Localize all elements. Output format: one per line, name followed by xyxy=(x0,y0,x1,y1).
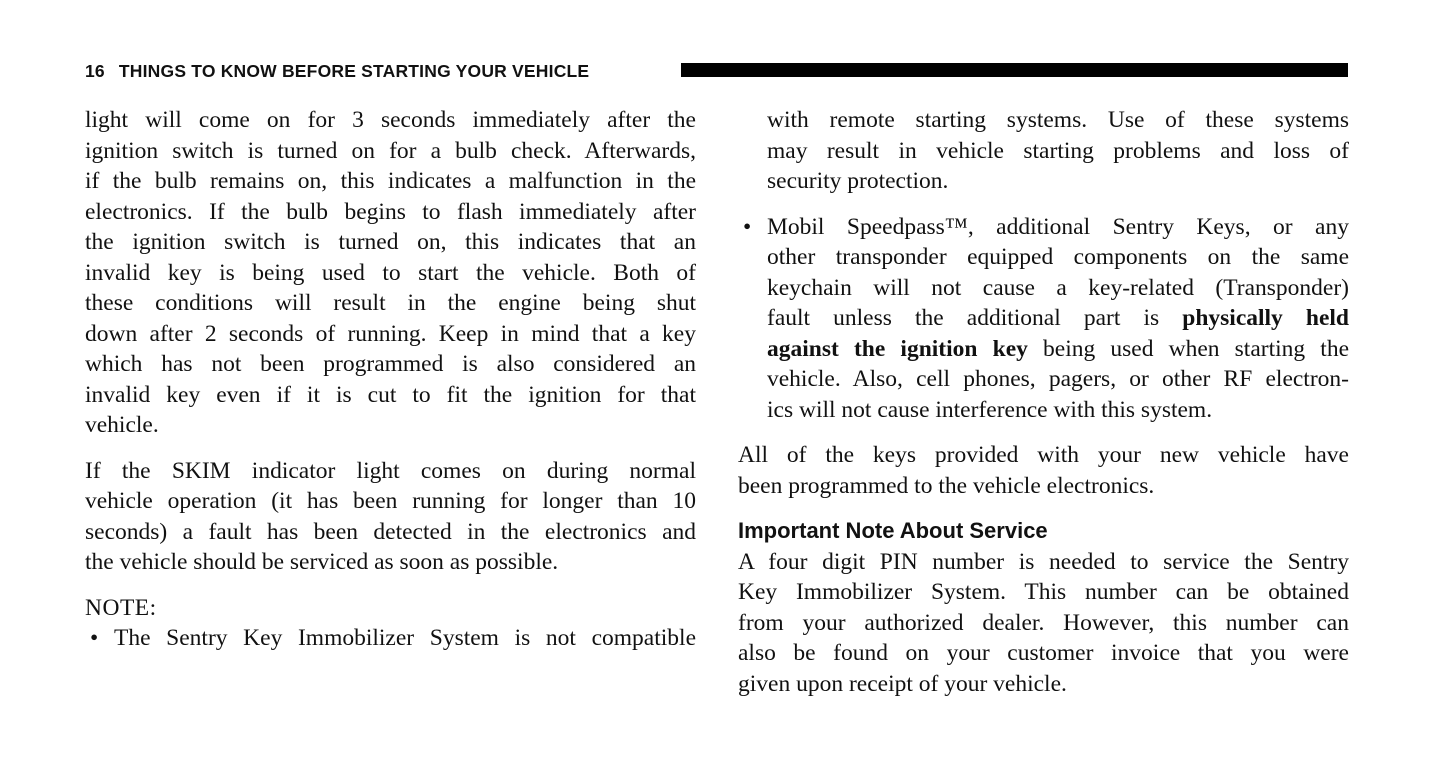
section-heading: Important Note About Service xyxy=(738,518,1048,543)
text-line: vehicle operation (it has been running for longer than 10 xyxy=(85,488,696,514)
text-line: also be found on your customer invoice that you were xyxy=(738,640,1349,666)
text-line: seconds) a fault has been detected in the electronics and xyxy=(85,518,696,545)
text-line: which has not been programmed is also considered an xyxy=(85,351,696,377)
bold-text: physically held xyxy=(1182,305,1349,331)
bullet-icon: • xyxy=(90,625,99,651)
text-line: All of the keys provided with your new vehicle have xyxy=(738,442,1349,468)
text-line: the vehicle should be serviced as soon as possible. xyxy=(85,549,559,575)
note-label: NOTE: xyxy=(85,594,157,621)
paragraph xyxy=(85,105,696,441)
text-line: A four digit PIN number is needed to service the Sentry xyxy=(738,548,1349,575)
text-line: electronics. If the bulb begins to flash immediately after xyxy=(85,198,696,225)
text-line: If the SKIM indicator light comes on during normal xyxy=(85,457,696,484)
text-line: down after 2 seconds of running. Keep in mind that a key xyxy=(85,320,696,347)
page-number: 16 xyxy=(85,61,105,81)
text-line xyxy=(767,334,1349,365)
bullet-item xyxy=(85,623,696,654)
text-line: been programmed to the vehicle electronics. xyxy=(738,472,1155,499)
header-rule-bar xyxy=(681,63,1348,77)
bullet-item xyxy=(738,212,1349,426)
text-line: The Sentry Key Immobilizer System is not compatible xyxy=(114,625,696,651)
text-line: vehicle. xyxy=(85,412,159,438)
bullet-item xyxy=(738,105,1349,197)
running-header xyxy=(85,60,589,82)
text-line: given upon receipt of your vehicle. xyxy=(738,670,1067,697)
text-line: may result in vehicle starting problems and loss of xyxy=(767,137,1349,164)
text-line: vehicle. Also, cell phones, pagers, or other RF electron- xyxy=(767,366,1349,392)
text-segment: being used when starting the xyxy=(1027,335,1349,362)
right-column xyxy=(738,105,1349,699)
text-line: with remote starting systems. Use of these systems xyxy=(767,107,1349,133)
text-line: security protection. xyxy=(767,168,949,194)
text-line: other transponder equipped components on the same xyxy=(767,244,1349,270)
bold-text: against the ignition key xyxy=(767,335,1028,362)
text-line: invalid key is being used to start the vehicle. Both of xyxy=(85,259,696,286)
text-line: ignition switch is turned on for a bulb check. Afterwards, xyxy=(85,137,696,164)
text-line: the ignition switch is turned on, this indicates that an xyxy=(85,229,696,255)
text-line: these conditions will result in the engine being shut xyxy=(85,290,696,316)
text-line: if the bulb remains on, this indicates a malfunction in the xyxy=(85,168,696,194)
text-line: from your authorized dealer. However, this number can xyxy=(738,609,1349,636)
paragraph xyxy=(738,547,1349,700)
section-title: THINGS TO KNOW BEFORE STARTING YOUR VEHICLE xyxy=(118,61,590,81)
text-line: invalid key even if it is cut to fit the ignition for that xyxy=(85,381,696,408)
text-segment: fault unless the additional part is xyxy=(767,305,1183,331)
bullet-icon: • xyxy=(743,213,752,240)
text-line: Mobil Speedpass™, additional Sentry Keys, or any xyxy=(767,213,1349,240)
left-column xyxy=(85,105,696,654)
paragraph xyxy=(85,456,696,578)
text-line: Key Immobilizer System. This number can be obtained xyxy=(738,579,1349,605)
paragraph xyxy=(738,440,1349,501)
text-line xyxy=(767,303,1349,334)
text-line: keychain will not cause a key-related (Transponder) xyxy=(767,274,1349,301)
text-line: light will come on for 3 seconds immediately after the xyxy=(85,107,696,133)
text-line: ics will not cause interference with this system. xyxy=(767,396,1213,423)
